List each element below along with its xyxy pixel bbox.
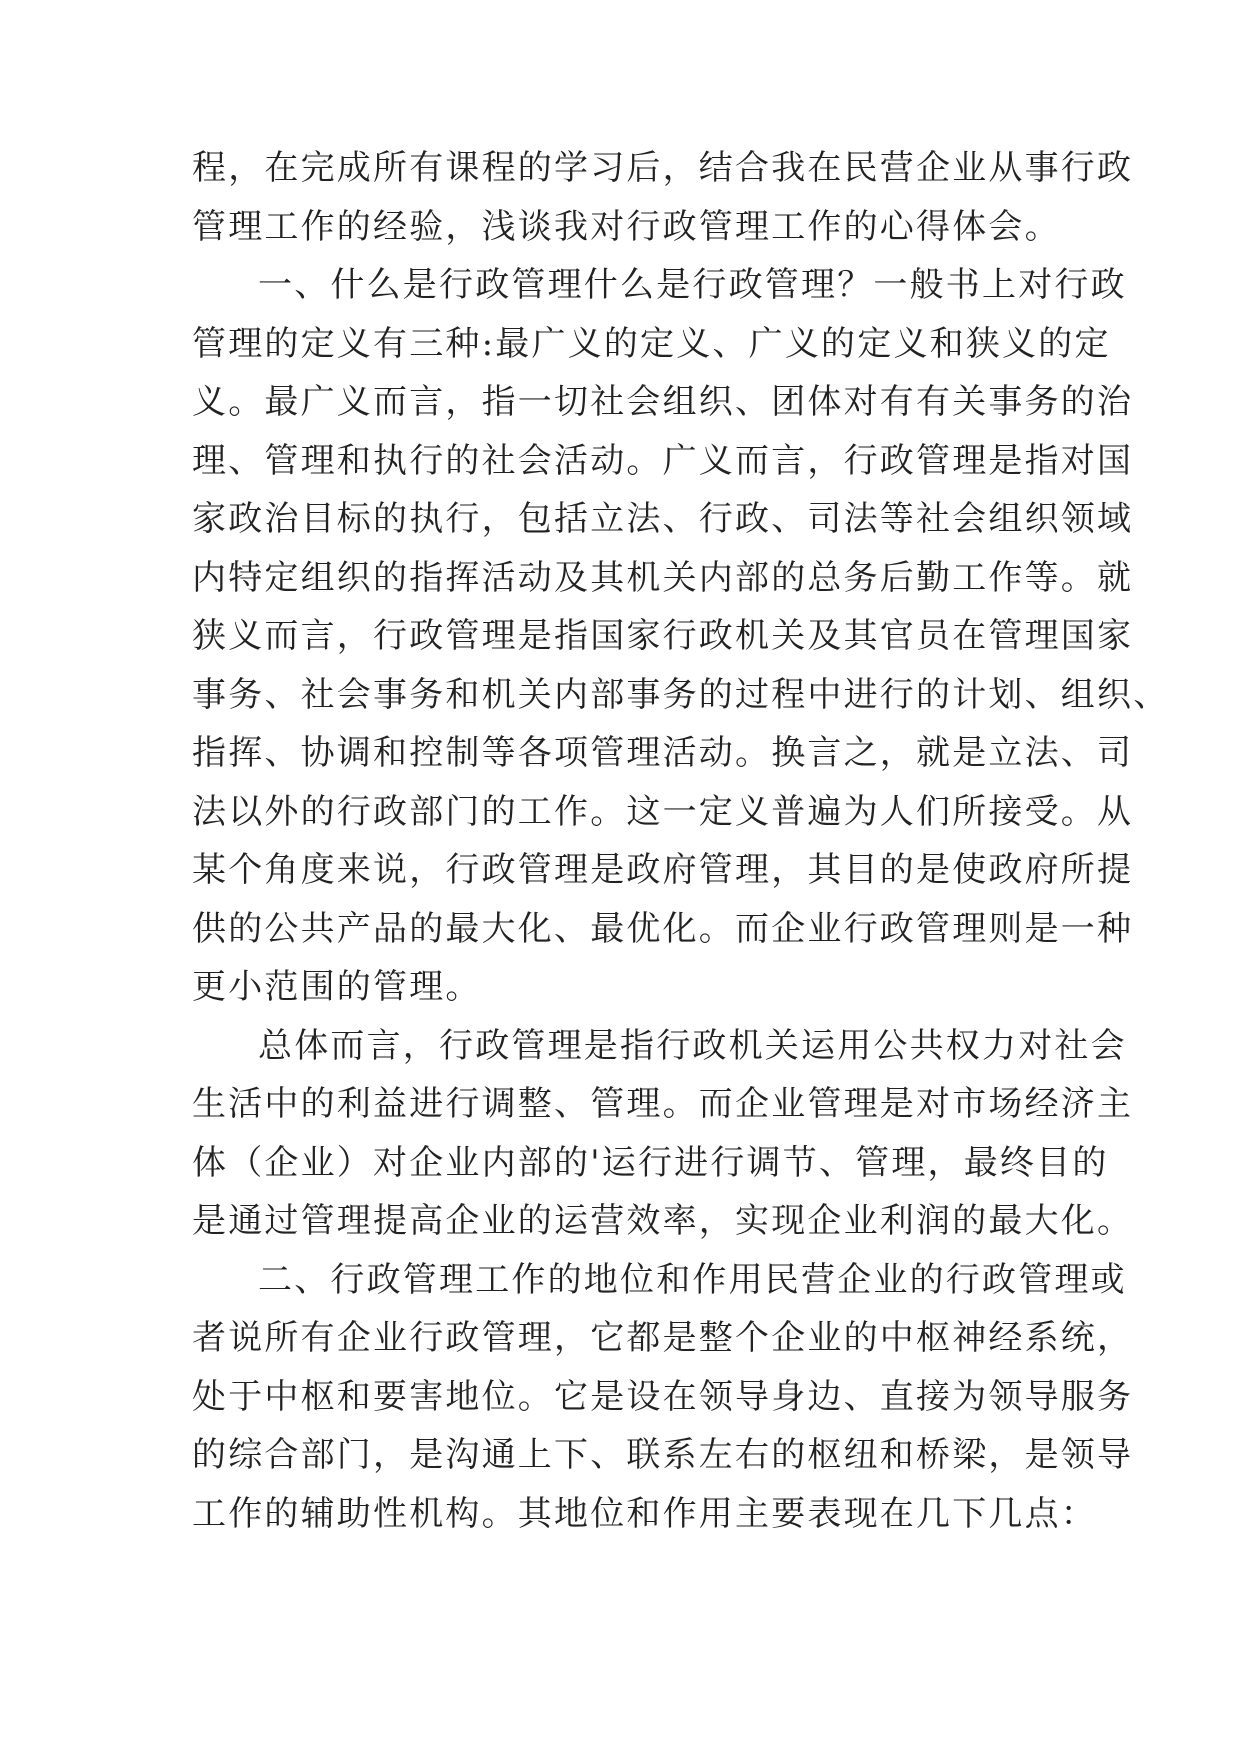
text-line: 事务、社会事务和机关内部事务的过程中进行的计划、组织、 xyxy=(192,675,1170,715)
text-line: 体（企业）对企业内部的'运行进行调节、管理，最终目的 xyxy=(192,1143,1109,1183)
paragraph-start-line: 总体而言，行政管理是指行政机关运用公共权力对社会 xyxy=(258,1026,1127,1066)
text-line: 者说所有企业行政管理，它都是整个企业的中枢神经系统， xyxy=(192,1318,1134,1358)
text-line: 的综合部门，是沟通上下、联系左右的枢纽和桥梁，是领导 xyxy=(192,1435,1134,1475)
paragraph-start-line: 二、行政管理工作的地位和作用民营企业的行政管理或 xyxy=(258,1260,1127,1300)
text-line: 更小范围的管理。 xyxy=(192,967,482,1007)
text-line: 管理工作的经验，浅谈我对行政管理工作的心得体会。 xyxy=(192,207,1061,247)
text-line: 内特定组织的指挥活动及其机关内部的总务后勤工作等。就 xyxy=(192,558,1134,598)
text-line: 家政治目标的执行，包括立法、行政、司法等社会组织领域 xyxy=(192,499,1134,539)
text-line: 是通过管理提高企业的运营效率，实现企业利润的最大化。 xyxy=(192,1201,1134,1241)
text-line: 法以外的行政部门的工作。这一定义普遍为人们所接受。从 xyxy=(192,792,1134,832)
text-line: 某个角度来说，行政管理是政府管理，其目的是使政府所提 xyxy=(192,850,1134,890)
text-line: 狭义而言，行政管理是指国家行政机关及其官员在管理国家 xyxy=(192,616,1134,656)
text-line: 指挥、协调和控制等各项管理活动。换言之，就是立法、司 xyxy=(192,733,1134,773)
text-line: 供的公共产品的最大化、最优化。而企业行政管理则是一种 xyxy=(192,909,1134,949)
text-line: 理、管理和执行的社会活动。广义而言，行政管理是指对国 xyxy=(192,441,1134,481)
text-line: 生活中的利益进行调整、管理。而企业管理是对市场经济主 xyxy=(192,1084,1134,1124)
text-line: 处于中枢和要害地位。它是设在领导身边、直接为领导服务 xyxy=(192,1377,1134,1417)
text-line: 管理的定义有三种:最广义的定义、广义的定义和狭义的定 xyxy=(192,324,1111,364)
text-line: 义。最广义而言，指一切社会组织、团体对有有关事务的治 xyxy=(192,382,1134,422)
text-line: 程，在完成所有课程的学习后，结合我在民营企业从事行政 xyxy=(192,148,1134,188)
text-line: 工作的辅助性机构。其地位和作用主要表现在几下几点： xyxy=(192,1494,1097,1534)
paragraph-start-line: 一、什么是行政管理什么是行政管理？一般书上对行政 xyxy=(258,265,1127,305)
